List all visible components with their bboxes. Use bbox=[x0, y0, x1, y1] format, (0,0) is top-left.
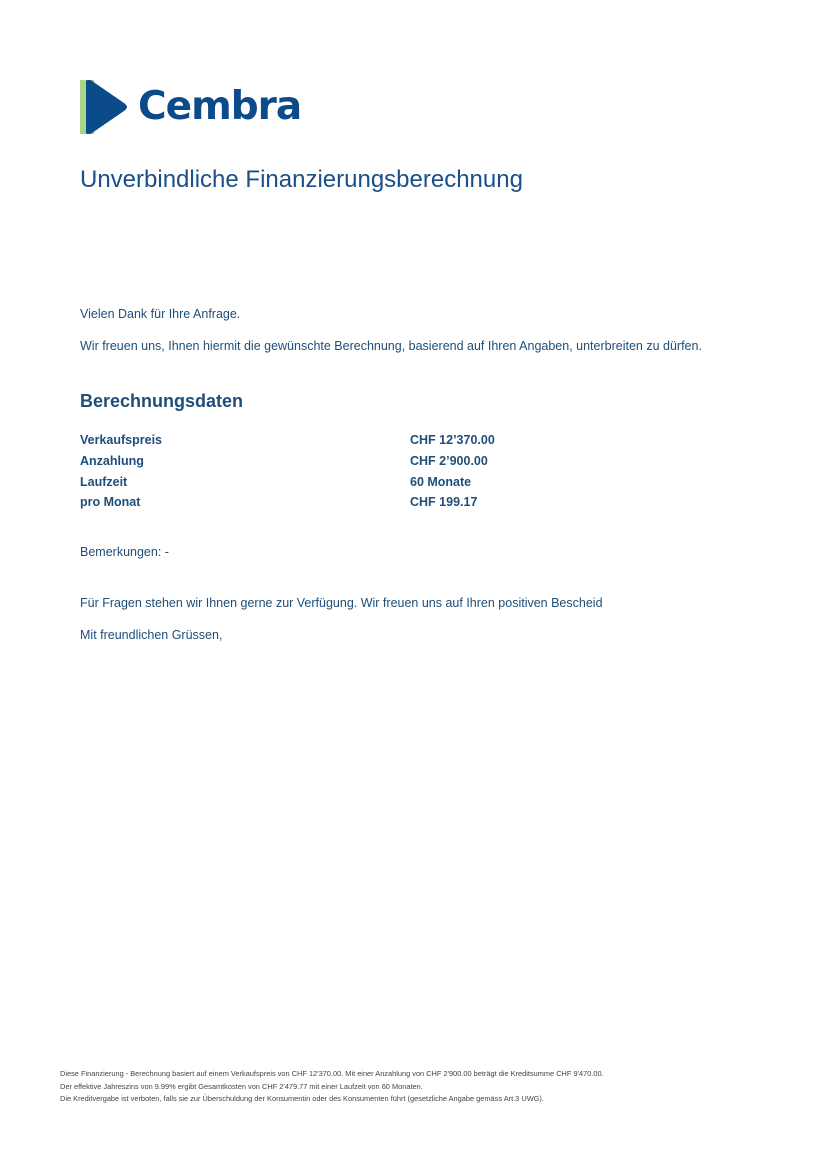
data-row-verkaufspreis bbox=[80, 430, 580, 451]
data-row-pro-monat bbox=[80, 492, 580, 513]
footer-line: Die Kreditvergabe ist verboten, falls sie zur Überschuldung der Konsumentin oder des Konsumenten führt (gesetzliche Angabe gemäss Art.3 UWG). bbox=[60, 1094, 544, 1103]
legal-footer bbox=[60, 1068, 604, 1106]
data-row-anzahlung bbox=[80, 451, 580, 472]
data-label: Verkaufspreis bbox=[80, 433, 162, 448]
questions-text: Für Fragen stehen wir Ihnen gerne zur Verfügung. Wir freuen uns auf Ihren positiven Bescheid bbox=[80, 596, 603, 610]
data-value: 60 Monate bbox=[410, 474, 472, 489]
logo-wordmark: Cembra bbox=[138, 83, 302, 129]
data-value: CHF 2’900.00 bbox=[410, 454, 488, 469]
cembra-logo bbox=[80, 80, 301, 134]
data-label: Anzahlung bbox=[80, 454, 144, 469]
greeting-text: Vielen Dank für Ihre Anfrage. bbox=[80, 307, 241, 321]
section-title-berechnungsdaten: Berechnungsdaten bbox=[80, 391, 244, 411]
remarks-text: Bemerkungen: - bbox=[80, 545, 169, 559]
document-title: Unverbindliche Finanzierungsberechnung bbox=[80, 166, 523, 193]
data-row-laufzeit bbox=[80, 471, 580, 492]
closing-text: Mit freundlichen Grüssen, bbox=[80, 628, 223, 642]
data-value: CHF 12’370.00 bbox=[410, 433, 495, 448]
cembra-logo-icon bbox=[80, 80, 128, 134]
calculation-data-table bbox=[80, 430, 580, 513]
data-label: pro Monat bbox=[80, 495, 141, 510]
footer-line: Der effektive Jahreszins von 9.99% ergibt Gesamtkosten von CHF 2'479.77 mit einer Laufzeit von 60 Monaten. bbox=[60, 1081, 423, 1091]
data-label: Laufzeit bbox=[80, 474, 128, 489]
intro-text: Wir freuen uns, Ihnen hiermit die gewünschte Berechnung, basierend auf Ihren Angaben, unterbreiten zu dürfen. bbox=[80, 339, 702, 353]
data-value: CHF 199.17 bbox=[410, 495, 478, 510]
footer-line: Diese Finanzierung - Berechnung basiert auf einem Verkaufspreis von CHF 12'370.00. Mit einer Anzahlung von CHF 2'900.00 beträgt die Kreditsumme CHF 9'470.00. bbox=[60, 1069, 604, 1078]
